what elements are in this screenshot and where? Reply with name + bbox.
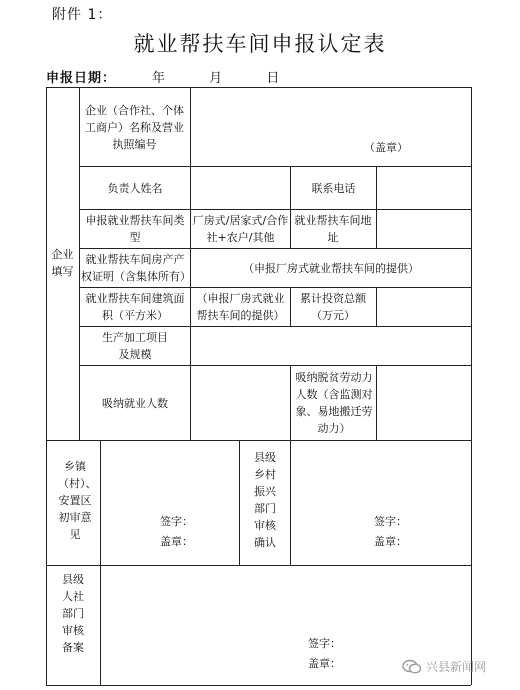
grid-line bbox=[100, 565, 101, 685]
page-title: 就业帮扶车间申报认定表 bbox=[133, 32, 387, 56]
poverty-labor-label: 吸纳脱贫劳动力人数（含监测对象、易地搬迁劳动力） bbox=[295, 371, 373, 435]
grid-line bbox=[46, 685, 471, 686]
township-stamp-label: 盖章： bbox=[160, 535, 193, 548]
grid-line bbox=[239, 440, 240, 565]
county-rural-stamp-label: 盖章： bbox=[374, 535, 407, 548]
property-proof-label: 就业帮扶车间房产产权证明（含集体所有） bbox=[81, 253, 191, 283]
county-rural-sign-label: 签字： bbox=[374, 515, 407, 528]
employment-label: 吸纳就业人数 bbox=[102, 396, 168, 410]
workshop-type-label: 申报就业帮扶车间类型 bbox=[85, 214, 185, 244]
poverty-labor-value[interactable] bbox=[377, 366, 471, 440]
grid-line bbox=[290, 209, 291, 248]
grid-line bbox=[46, 565, 471, 566]
county-rural-review-label: 县级乡村振兴部门审核确认 bbox=[254, 451, 276, 549]
date-year: 年 bbox=[152, 71, 166, 86]
date-day: 日 bbox=[266, 71, 280, 86]
enterprise-name-label: 企业（合作社、个体工商户）名称及营业执照编号 bbox=[85, 103, 184, 151]
date-month: 月 bbox=[209, 71, 223, 86]
responsible-person-label: 负责人姓名 bbox=[107, 181, 163, 195]
township-review-label: 乡镇（村）、安置区初审意见 bbox=[58, 460, 97, 541]
township-signature bbox=[160, 512, 193, 552]
county-hr-review-label: 县级人社部门审核备案 bbox=[62, 573, 84, 654]
building-area-note: （申报厂房式就业帮扶车间的提供） bbox=[196, 292, 285, 322]
county-rural-signature bbox=[374, 512, 407, 552]
workshop-type-options: 厂房式/居家式/合作社+农户/其他 bbox=[192, 214, 289, 244]
grid-line bbox=[46, 440, 471, 441]
annex-label: 附件 1： bbox=[52, 7, 113, 23]
county-hr-stamp-label: 盖章： bbox=[308, 657, 341, 670]
employment-value[interactable] bbox=[191, 366, 290, 440]
property-proof-note: （申报厂房式就业帮扶车间的提供） bbox=[243, 261, 419, 275]
seal-label: （盖章） bbox=[364, 141, 408, 154]
investment-label: 累计投资总额（万元） bbox=[300, 292, 366, 322]
grid-line bbox=[46, 87, 47, 685]
county-hr-signature bbox=[308, 634, 341, 674]
grid-line bbox=[290, 287, 291, 326]
grid-line bbox=[100, 440, 101, 565]
watermark bbox=[402, 658, 486, 675]
enterprise-section-label: 企业填写 bbox=[51, 248, 74, 278]
county-hr-sign-label: 签字： bbox=[308, 637, 341, 650]
date-fields bbox=[152, 67, 301, 86]
date-label: 申报日期： bbox=[46, 71, 117, 86]
enterprise-name-value[interactable] bbox=[191, 88, 471, 166]
grid-line bbox=[190, 287, 191, 326]
workshop-address-value[interactable] bbox=[377, 210, 471, 248]
production-label: 生产加工项目及规模 bbox=[102, 331, 168, 361]
phone-label: 联系电话 bbox=[311, 181, 356, 195]
watermark-text: 兴县新闻网 bbox=[426, 660, 487, 674]
township-sign-label: 签字： bbox=[160, 515, 193, 528]
production-value[interactable] bbox=[191, 327, 471, 365]
grid-line bbox=[190, 209, 191, 248]
workshop-address-label: 就业帮扶车间地址 bbox=[294, 214, 372, 244]
grid-line bbox=[290, 365, 291, 440]
grid-line bbox=[471, 87, 472, 685]
grid-line bbox=[290, 440, 291, 565]
wechat-icon bbox=[402, 659, 422, 675]
responsible-person-value[interactable] bbox=[191, 167, 290, 209]
phone-value[interactable] bbox=[377, 167, 471, 209]
building-area-label: 就业帮扶车间建筑面积（平方米） bbox=[85, 292, 185, 322]
investment-value[interactable] bbox=[377, 288, 471, 326]
